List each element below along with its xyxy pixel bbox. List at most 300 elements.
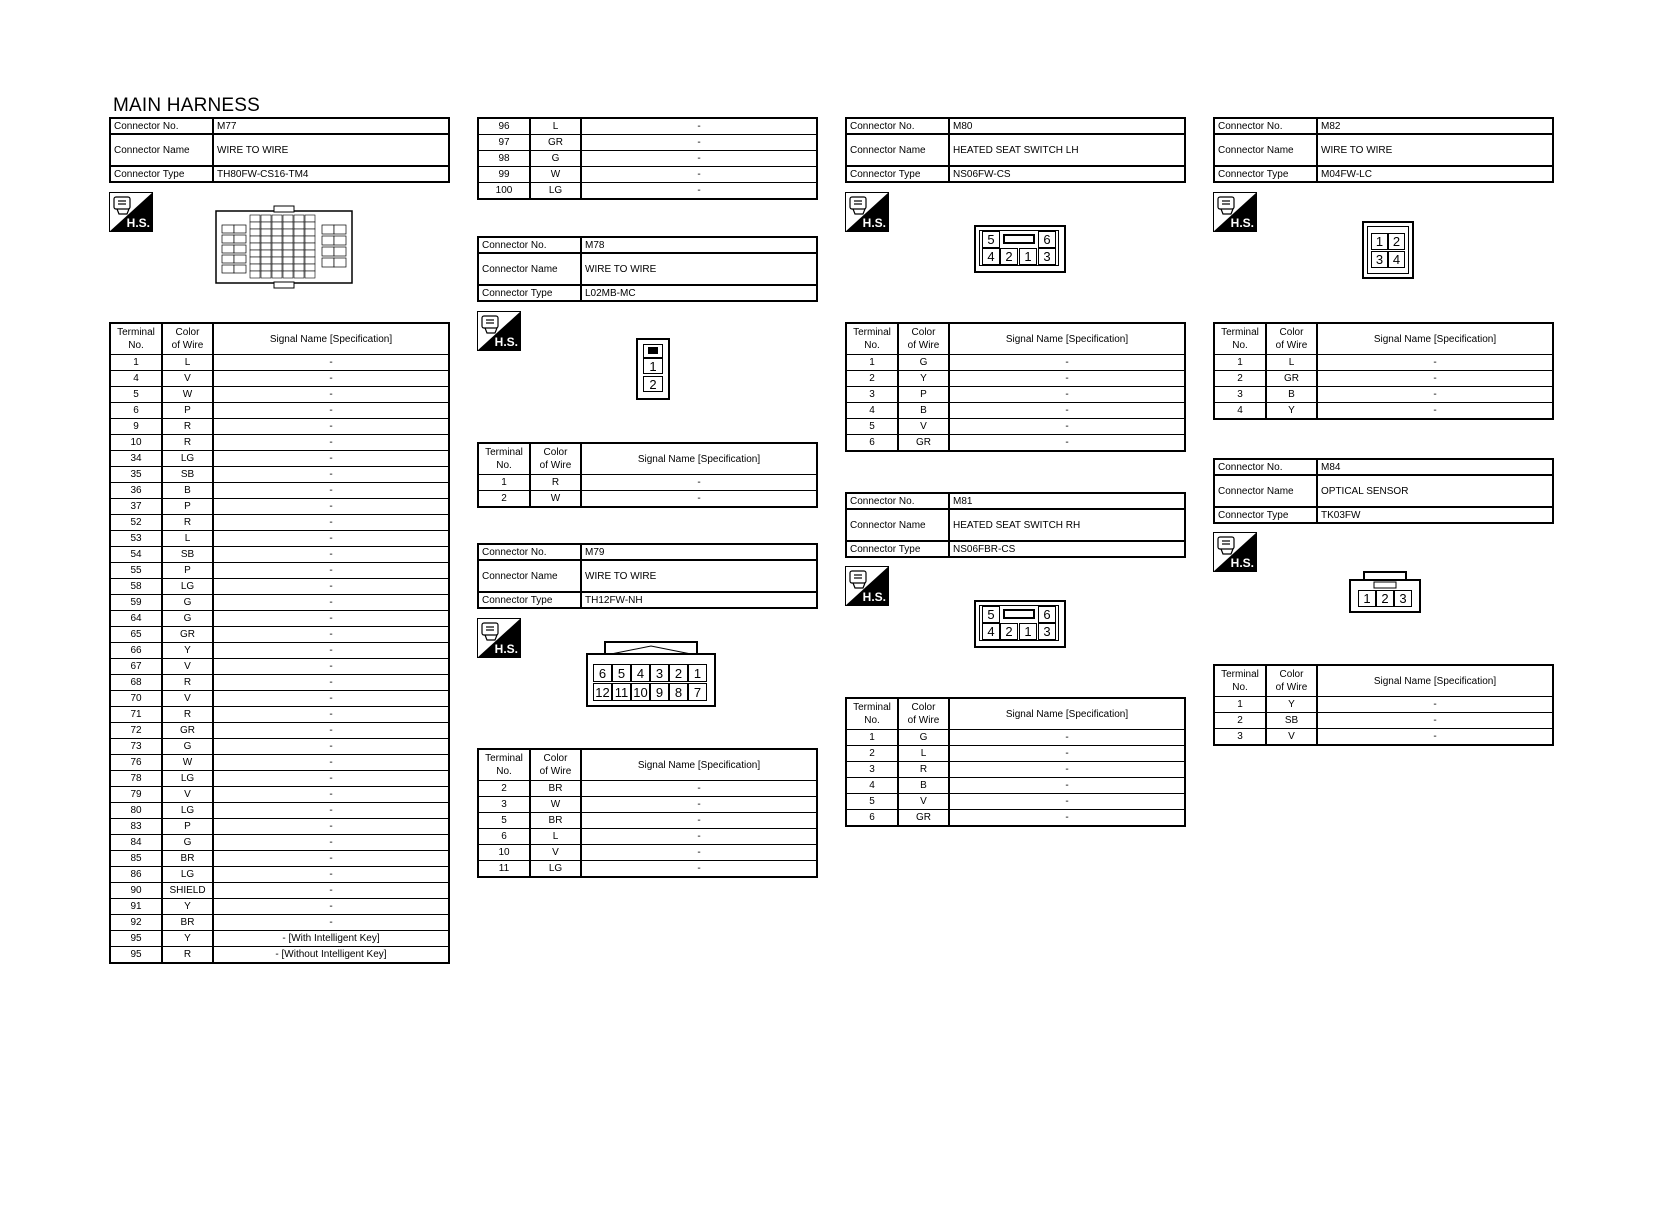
- connector-name-value: OPTICAL SENSOR: [1317, 475, 1553, 507]
- m84-pin-2: 2: [1376, 590, 1394, 607]
- signal-name-cell: -: [213, 771, 449, 787]
- harness-side-icon: [1213, 532, 1257, 572]
- table-row: [1214, 729, 1553, 746]
- terminal-header: Terminal No.: [1214, 323, 1266, 355]
- table-row: [846, 371, 1185, 387]
- terminal-no-cell: 100: [478, 183, 530, 200]
- table-row: [110, 851, 449, 867]
- m79-terminal-table: [477, 748, 818, 878]
- m80-terminal-table: [845, 322, 1186, 452]
- connector-type-label: Connector Type: [110, 166, 213, 182]
- connector-name-label: Connector Name: [478, 560, 581, 592]
- terminal-no-cell: 66: [110, 643, 162, 659]
- signal-name-cell: -: [213, 819, 449, 835]
- terminal-header: Terminal No.: [846, 323, 898, 355]
- table-row: [478, 491, 817, 508]
- table-row: [110, 611, 449, 627]
- signal-name-cell: -: [213, 803, 449, 819]
- connector-type-value: L02MB-MC: [581, 285, 817, 301]
- wire-color-cell: R: [162, 947, 213, 964]
- signal-name-cell: -: [581, 151, 817, 167]
- wire-color-cell: P: [162, 819, 213, 835]
- table-row: [110, 547, 449, 563]
- signal-name-cell: -: [213, 915, 449, 931]
- terminal-no-cell: 85: [110, 851, 162, 867]
- m81-info-table: [845, 492, 1186, 558]
- wire-color-cell: V: [898, 794, 949, 810]
- connector-no-value: M79: [581, 544, 817, 560]
- terminal-no-cell: 65: [110, 627, 162, 643]
- table-row: [478, 797, 817, 813]
- connector-pin: 4: [631, 664, 650, 682]
- connector-name-value: WIRE TO WIRE: [1317, 134, 1553, 166]
- table-row: [110, 403, 449, 419]
- wire-color-cell: V: [162, 787, 213, 803]
- page-title: MAIN HARNESS: [113, 95, 261, 116]
- table-row: [478, 813, 817, 829]
- terminal-no-cell: 5: [846, 419, 898, 435]
- signal-name-cell: - [Without Intelligent Key]: [213, 947, 449, 964]
- terminal-no-cell: 58: [110, 579, 162, 595]
- wire-color-cell: W: [530, 797, 581, 813]
- table-row: [846, 730, 1185, 746]
- signal-name-cell: -: [581, 797, 817, 813]
- terminal-no-cell: 2: [846, 371, 898, 387]
- connector-pin: 8: [669, 683, 688, 701]
- signal-name-cell: -: [213, 867, 449, 883]
- signal-name-cell: -: [1317, 713, 1553, 729]
- color-header: Color of Wire: [530, 749, 581, 781]
- wire-color-cell: B: [898, 403, 949, 419]
- terminal-no-cell: 35: [110, 467, 162, 483]
- signal-name-cell: -: [581, 861, 817, 878]
- harness-side-icon: [477, 311, 521, 351]
- wire-color-cell: GR: [898, 810, 949, 827]
- m78-info-table: [477, 236, 818, 302]
- terminal-no-cell: 4: [1214, 403, 1266, 420]
- terminal-no-cell: 99: [478, 167, 530, 183]
- terminal-no-cell: 1: [1214, 355, 1266, 371]
- connector-pin: 2: [1000, 623, 1018, 640]
- table-row: [110, 467, 449, 483]
- signal-name-cell: -: [581, 813, 817, 829]
- wire-color-cell: GR: [898, 435, 949, 452]
- table-row: [478, 183, 817, 200]
- signal-name-cell: -: [213, 547, 449, 563]
- wire-color-cell: G: [530, 151, 581, 167]
- terminal-no-cell: 73: [110, 739, 162, 755]
- table-row: [846, 355, 1185, 371]
- connector-type-value: M04FW-LC: [1317, 166, 1553, 182]
- signal-name-cell: -: [213, 787, 449, 803]
- signal-name-cell: -: [213, 611, 449, 627]
- m84-pin-1: 1: [1358, 590, 1376, 607]
- terminal-no-cell: 2: [478, 781, 530, 797]
- connector-no-value: M77: [213, 118, 449, 134]
- wire-color-cell: L: [162, 531, 213, 547]
- connector-pin: 6: [1038, 606, 1056, 623]
- signal-name-cell: -: [949, 371, 1185, 387]
- table-row: [110, 371, 449, 387]
- table-row: [478, 135, 817, 151]
- wire-color-cell: R: [162, 515, 213, 531]
- connector-pin: 3: [1038, 623, 1056, 640]
- color-header: Color of Wire: [1266, 665, 1317, 697]
- table-row: [110, 531, 449, 547]
- signal-name-cell: -: [213, 355, 449, 371]
- signal-name-cell: -: [581, 781, 817, 797]
- connector-name-value: WIRE TO WIRE: [213, 134, 449, 166]
- signal-name-cell: -: [213, 499, 449, 515]
- signal-header: Signal Name [Specification]: [581, 749, 817, 781]
- m79-connector-diagram: [585, 640, 717, 708]
- terminal-no-cell: 3: [846, 762, 898, 778]
- wire-color-cell: Y: [1266, 403, 1317, 420]
- wire-color-cell: R: [162, 675, 213, 691]
- wire-color-cell: G: [162, 739, 213, 755]
- wire-color-cell: Y: [1266, 697, 1317, 713]
- terminal-no-cell: 80: [110, 803, 162, 819]
- signal-header: Signal Name [Specification]: [581, 443, 817, 475]
- table-row: [846, 762, 1185, 778]
- color-header: Color of Wire: [1266, 323, 1317, 355]
- terminal-no-cell: 10: [478, 845, 530, 861]
- table-row: [110, 419, 449, 435]
- color-header: Color of Wire: [898, 698, 949, 730]
- table-row: [110, 723, 449, 739]
- signal-name-cell: -: [213, 371, 449, 387]
- table-row: [110, 675, 449, 691]
- terminal-no-cell: 78: [110, 771, 162, 787]
- connector-type-label: Connector Type: [1214, 166, 1317, 182]
- harness-side-icon: [477, 618, 521, 658]
- table-row: [110, 947, 449, 964]
- m80-connector-diagram: [974, 225, 1066, 273]
- table-row: [1214, 403, 1553, 420]
- m77-connector-diagram: [214, 205, 354, 289]
- signal-name-cell: -: [213, 451, 449, 467]
- terminal-no-cell: 53: [110, 531, 162, 547]
- signal-name-cell: -: [581, 118, 817, 135]
- wire-color-cell: LG: [162, 771, 213, 787]
- table-row: [110, 899, 449, 915]
- terminal-no-cell: 83: [110, 819, 162, 835]
- signal-name-cell: -: [213, 675, 449, 691]
- terminal-no-cell: 68: [110, 675, 162, 691]
- wire-color-cell: GR: [530, 135, 581, 151]
- signal-header: Signal Name [Specification]: [1317, 665, 1553, 697]
- table-row: [110, 803, 449, 819]
- terminal-header: Terminal No.: [110, 323, 162, 355]
- connector-type-label: Connector Type: [478, 592, 581, 608]
- table-row: [478, 845, 817, 861]
- wire-color-cell: L: [530, 118, 581, 135]
- signal-name-cell: -: [1317, 387, 1553, 403]
- wire-color-cell: V: [162, 371, 213, 387]
- m82-info-table: [1213, 117, 1554, 183]
- wire-color-cell: SB: [1266, 713, 1317, 729]
- signal-name-cell: -: [213, 483, 449, 499]
- connector-pin: 12: [593, 683, 612, 701]
- m82-terminal-table: [1213, 322, 1554, 420]
- connector-type-value: NS06FW-CS: [949, 166, 1185, 182]
- terminal-no-cell: 11: [478, 861, 530, 878]
- wire-color-cell: P: [162, 563, 213, 579]
- terminal-no-cell: 86: [110, 867, 162, 883]
- table-row: [110, 867, 449, 883]
- table-row: [478, 781, 817, 797]
- signal-name-cell: -: [581, 135, 817, 151]
- connector-no-label: Connector No.: [846, 493, 949, 509]
- table-row: [478, 861, 817, 878]
- wire-color-cell: Y: [162, 931, 213, 947]
- wire-color-cell: V: [898, 419, 949, 435]
- connector-no-value: M84: [1317, 459, 1553, 475]
- signal-name-cell: -: [213, 515, 449, 531]
- hs-label: H.S.: [494, 335, 518, 349]
- terminal-no-cell: 91: [110, 899, 162, 915]
- signal-name-cell: -: [213, 899, 449, 915]
- harness-side-icon: [845, 192, 889, 232]
- terminal-no-cell: 59: [110, 595, 162, 611]
- connector-name-value: WIRE TO WIRE: [581, 253, 817, 285]
- signal-name-cell: -: [213, 643, 449, 659]
- wire-color-cell: R: [162, 435, 213, 451]
- connector-pin: 5: [982, 606, 1000, 623]
- wire-color-cell: R: [162, 707, 213, 723]
- table-row: [110, 819, 449, 835]
- connector-type-value: TK03FW: [1317, 507, 1553, 523]
- wire-color-cell: L: [162, 355, 213, 371]
- terminal-no-cell: 3: [1214, 729, 1266, 746]
- wire-color-cell: B: [898, 778, 949, 794]
- terminal-no-cell: 96: [478, 118, 530, 135]
- wire-color-cell: GR: [1266, 371, 1317, 387]
- connector-pin: 1: [688, 664, 707, 682]
- wire-color-cell: L: [898, 746, 949, 762]
- connector-no-label: Connector No.: [846, 118, 949, 134]
- signal-name-cell: -: [581, 491, 817, 508]
- signal-name-cell: -: [949, 730, 1185, 746]
- signal-name-cell: -: [581, 829, 817, 845]
- wire-color-cell: G: [898, 355, 949, 371]
- terminal-no-cell: 2: [478, 491, 530, 508]
- signal-name-cell: -: [213, 435, 449, 451]
- wire-color-cell: G: [898, 730, 949, 746]
- wire-color-cell: SB: [162, 467, 213, 483]
- terminal-no-cell: 3: [1214, 387, 1266, 403]
- signal-name-cell: -: [1317, 371, 1553, 387]
- signal-header: Signal Name [Specification]: [949, 698, 1185, 730]
- terminal-no-cell: 71: [110, 707, 162, 723]
- wire-color-cell: BR: [530, 813, 581, 829]
- table-row: [1214, 371, 1553, 387]
- terminal-no-cell: 92: [110, 915, 162, 931]
- table-row: [110, 579, 449, 595]
- terminal-no-cell: 2: [1214, 371, 1266, 387]
- table-row: [110, 563, 449, 579]
- wire-color-cell: LG: [162, 867, 213, 883]
- wire-color-cell: V: [530, 845, 581, 861]
- wire-color-cell: P: [162, 403, 213, 419]
- table-row: [110, 659, 449, 675]
- signal-name-cell: -: [949, 355, 1185, 371]
- signal-name-cell: -: [949, 794, 1185, 810]
- hs-label: H.S.: [1230, 216, 1254, 230]
- table-row: [846, 435, 1185, 452]
- terminal-no-cell: 1: [478, 475, 530, 491]
- table-row: [846, 778, 1185, 794]
- connector-type-label: Connector Type: [846, 541, 949, 557]
- table-row: [110, 483, 449, 499]
- hs-label: H.S.: [1230, 556, 1254, 570]
- wire-color-cell: V: [162, 691, 213, 707]
- wire-color-cell: L: [530, 829, 581, 845]
- connector-no-value: M82: [1317, 118, 1553, 134]
- terminal-no-cell: 98: [478, 151, 530, 167]
- terminal-no-cell: 36: [110, 483, 162, 499]
- terminal-no-cell: 6: [478, 829, 530, 845]
- table-row: [478, 829, 817, 845]
- hs-label: H.S.: [862, 590, 886, 604]
- m82-pin-1: 1: [1371, 233, 1388, 250]
- table-row: [846, 419, 1185, 435]
- connector-pin: 1: [1019, 248, 1037, 265]
- harness-side-icon: [1213, 192, 1257, 232]
- connector-no-label: Connector No.: [110, 118, 213, 134]
- connector-name-label: Connector Name: [846, 134, 949, 166]
- terminal-no-cell: 34: [110, 451, 162, 467]
- terminal-no-cell: 70: [110, 691, 162, 707]
- terminal-no-cell: 72: [110, 723, 162, 739]
- wire-color-cell: GR: [162, 627, 213, 643]
- harness-side-icon: [845, 566, 889, 606]
- m82-connector-diagram: [1362, 221, 1414, 279]
- terminal-no-cell: 37: [110, 499, 162, 515]
- signal-name-cell: -: [213, 387, 449, 403]
- terminal-no-cell: 1: [1214, 697, 1266, 713]
- signal-name-cell: -: [213, 691, 449, 707]
- harness-side-icon: [109, 192, 153, 232]
- signal-name-cell: -: [949, 403, 1185, 419]
- table-row: [110, 707, 449, 723]
- connector-name-label: Connector Name: [846, 509, 949, 541]
- connector-no-label: Connector No.: [478, 237, 581, 253]
- table-row: [846, 403, 1185, 419]
- terminal-no-cell: 2: [846, 746, 898, 762]
- signal-name-cell: - [With Intelligent Key]: [213, 931, 449, 947]
- connector-pin: 11: [612, 683, 631, 701]
- wire-color-cell: P: [162, 499, 213, 515]
- table-row: [846, 794, 1185, 810]
- connector-pin: 2: [1000, 248, 1018, 265]
- signal-name-cell: -: [213, 835, 449, 851]
- m77-info-table: [109, 117, 450, 183]
- terminal-no-cell: 84: [110, 835, 162, 851]
- terminal-no-cell: 1: [110, 355, 162, 371]
- wire-color-cell: LG: [162, 579, 213, 595]
- signal-name-cell: -: [213, 627, 449, 643]
- terminal-no-cell: 6: [846, 810, 898, 827]
- m82-pin-2: 2: [1388, 233, 1405, 250]
- connector-no-label: Connector No.: [478, 544, 581, 560]
- terminal-header: Terminal No.: [1214, 665, 1266, 697]
- table-row: [478, 167, 817, 183]
- table-row: [110, 835, 449, 851]
- signal-name-cell: -: [949, 387, 1185, 403]
- table-row: [110, 435, 449, 451]
- table-row: [110, 451, 449, 467]
- m84-connector-diagram: [1348, 570, 1422, 614]
- terminal-no-cell: 4: [846, 403, 898, 419]
- signal-name-cell: -: [213, 579, 449, 595]
- terminal-no-cell: 4: [110, 371, 162, 387]
- color-header: Color of Wire: [898, 323, 949, 355]
- signal-name-cell: -: [949, 419, 1185, 435]
- table-row: [1214, 387, 1553, 403]
- wire-color-cell: LG: [162, 803, 213, 819]
- connector-pin: 2: [669, 664, 688, 682]
- connector-no-label: Connector No.: [1214, 459, 1317, 475]
- table-row: [110, 627, 449, 643]
- table-row: [846, 387, 1185, 403]
- connector-no-value: M81: [949, 493, 1185, 509]
- wire-color-cell: W: [162, 387, 213, 403]
- wire-color-cell: V: [1266, 729, 1317, 746]
- table-row: [846, 810, 1185, 827]
- terminal-no-cell: 5: [846, 794, 898, 810]
- table-row: [110, 787, 449, 803]
- m78-pin-2: 2: [643, 376, 663, 392]
- signal-name-cell: -: [581, 475, 817, 491]
- signal-name-cell: -: [213, 659, 449, 675]
- m81-terminal-table: [845, 697, 1186, 827]
- table-row: [110, 883, 449, 899]
- connector-name-label: Connector Name: [478, 253, 581, 285]
- connector-name-label: Connector Name: [1214, 134, 1317, 166]
- wire-color-cell: SHIELD: [162, 883, 213, 899]
- signal-header: Signal Name [Specification]: [949, 323, 1185, 355]
- m82-pin-3: 3: [1371, 251, 1388, 268]
- signal-name-cell: -: [213, 531, 449, 547]
- signal-name-cell: -: [213, 739, 449, 755]
- terminal-no-cell: 97: [478, 135, 530, 151]
- wire-color-cell: Y: [162, 899, 213, 915]
- table-row: [110, 931, 449, 947]
- wire-color-cell: LG: [530, 861, 581, 878]
- connector-pin: 5: [612, 664, 631, 682]
- wire-color-cell: BR: [162, 915, 213, 931]
- wire-color-cell: GR: [162, 723, 213, 739]
- connector-pin: 9: [650, 683, 669, 701]
- terminal-no-cell: 54: [110, 547, 162, 563]
- wire-color-cell: W: [530, 167, 581, 183]
- wire-color-cell: W: [530, 491, 581, 508]
- signal-name-cell: -: [581, 183, 817, 200]
- signal-name-cell: -: [213, 755, 449, 771]
- connector-name-value: WIRE TO WIRE: [581, 560, 817, 592]
- signal-header: Signal Name [Specification]: [213, 323, 449, 355]
- signal-name-cell: -: [213, 851, 449, 867]
- connector-type-value: TH80FW-CS16-TM4: [213, 166, 449, 182]
- table-row: [846, 746, 1185, 762]
- color-header: Color of Wire: [530, 443, 581, 475]
- connector-pin: 4: [982, 248, 1000, 265]
- signal-name-cell: -: [213, 403, 449, 419]
- table-row: [110, 643, 449, 659]
- wire-color-cell: B: [162, 483, 213, 499]
- signal-name-cell: -: [213, 419, 449, 435]
